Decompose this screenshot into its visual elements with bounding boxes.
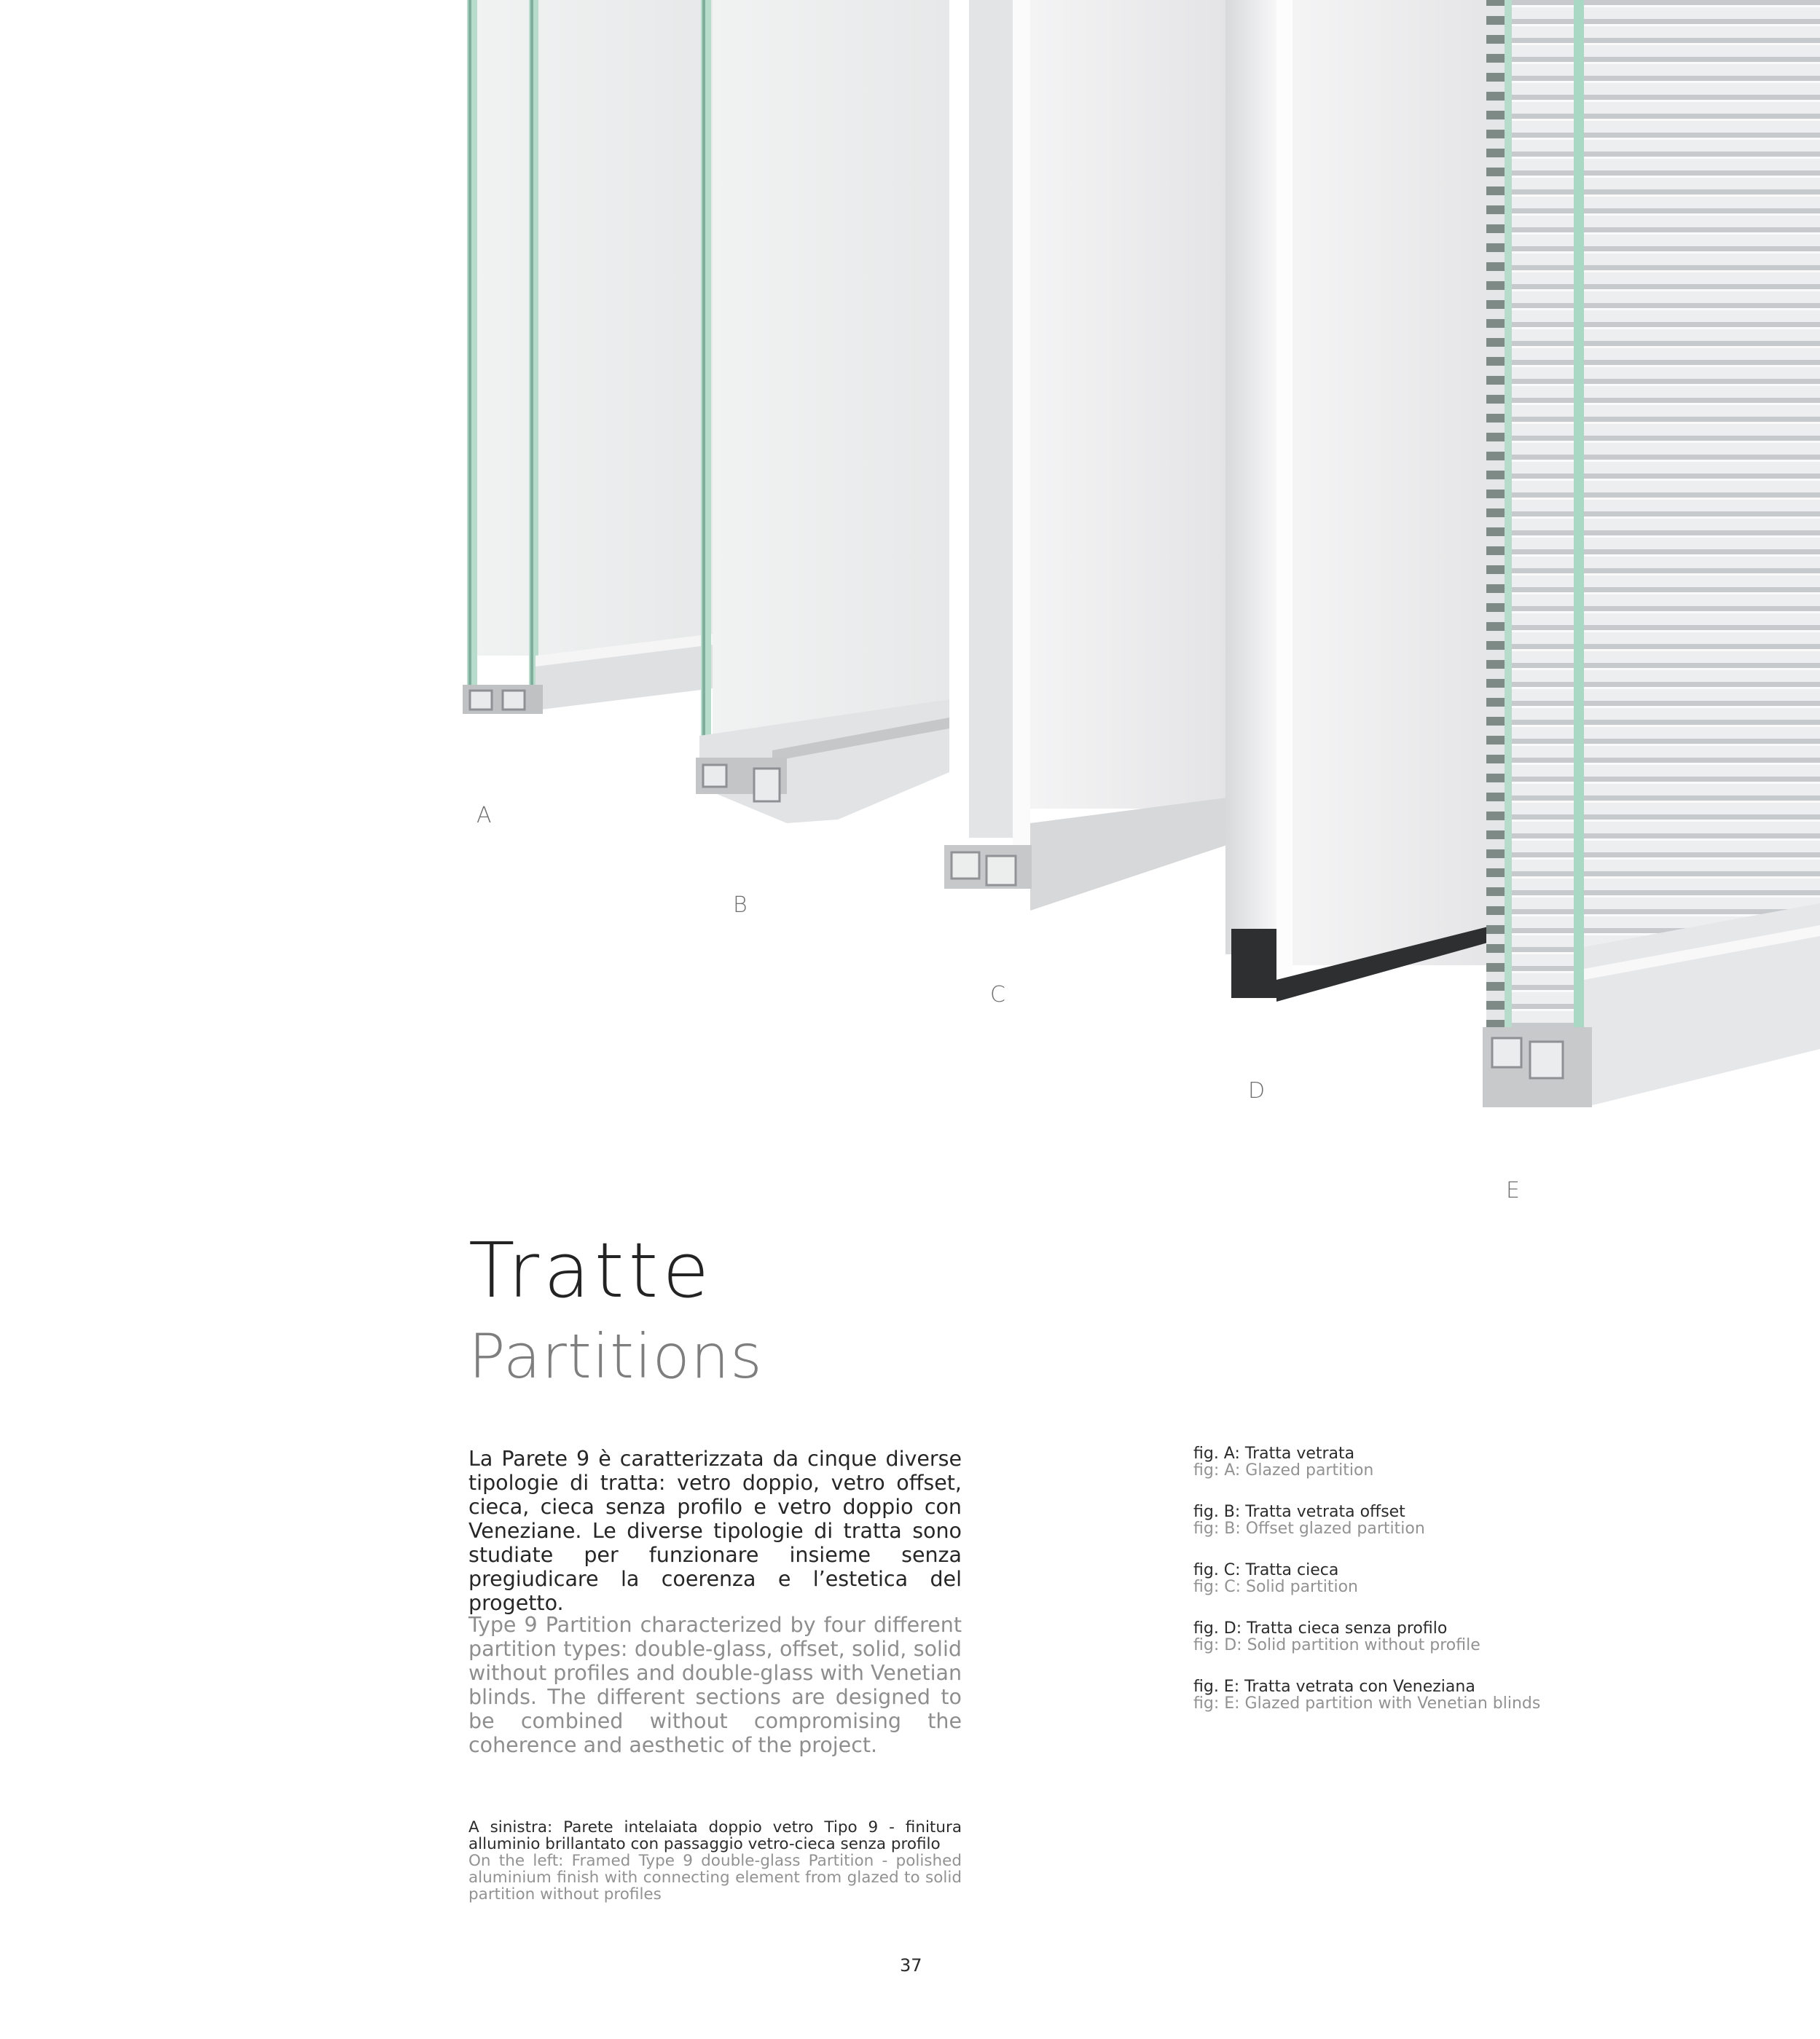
legend-item-d <box>1193 1620 1572 1654</box>
legend-label-italian: fig. A: Tratta vetrata <box>1193 1445 1355 1463</box>
body-text-english: Type 9 Partition characterized by four different partition types: double-glass, offset, solid, solid without profiles and double-glass with Venetian blinds. The different sections are designed to be combined without compromising the coherence and aesthetic of the project. <box>468 1613 962 1757</box>
caption-italian: A sinistra: Parete intelaiata doppio vetro Tipo 9 - finitura alluminio brillantato con passaggio vetro-cieca senza profilo <box>468 1818 962 1853</box>
legend-label-italian: fig. E: Tratta vetrata con Veneziana <box>1193 1678 1475 1696</box>
legend-label-english: fig: A: Glazed partition <box>1193 1461 1374 1480</box>
legend-label-english: fig: B: Offset glazed partition <box>1193 1520 1425 1538</box>
legend-item-b <box>1193 1504 1572 1537</box>
partition-a <box>463 0 713 714</box>
figure-label-d: D <box>1248 1078 1266 1104</box>
partition-c <box>944 0 1227 911</box>
legend-label-english: fig: E: Glazed partition with Venetian blinds <box>1193 1694 1541 1713</box>
caption-english: On the left: Framed Type 9 double-glass Partition - polished aluminium finish with connecting element from glazed to solid partition without profiles <box>468 1852 962 1904</box>
figure-label-b: B <box>733 892 748 918</box>
page-subtitle: Partitions <box>468 1321 763 1392</box>
figure-label-c: C <box>990 982 1005 1007</box>
legend-item-c <box>1193 1562 1572 1595</box>
body-text-italian: La Parete 9 è caratterizzata da cinque diverse tipologie di tratta: vetro doppio, vetro offset, cieca, cieca senza profilo e vetro doppio con Veneziane. Le diverse tipologie di tratta sono studiate per funzionare insieme senza pregiudicare la coerenza e l’estetica del progetto. <box>468 1447 962 1615</box>
page-number: 37 <box>900 1955 922 1976</box>
legend-label-italian: fig. B: Tratta vetrata offset <box>1193 1503 1405 1521</box>
legend-item-a <box>1193 1445 1572 1479</box>
figure-label-a: A <box>476 803 492 828</box>
partition-e <box>1483 0 1820 1107</box>
legend-label-english: fig: D: Solid partition without profile <box>1193 1636 1480 1654</box>
partition-b <box>696 0 949 823</box>
page-title: Tratte <box>468 1226 714 1315</box>
legend-label-english: fig: C: Solid partition <box>1193 1578 1358 1596</box>
figure-label-e: E <box>1506 1178 1520 1203</box>
image-caption <box>468 1819 962 1903</box>
legend-label-italian: fig. D: Tratta cieca senza profilo <box>1193 1619 1448 1638</box>
legend-label-italian: fig. C: Tratta cieca <box>1193 1561 1339 1579</box>
figure-legend <box>1193 1445 1572 1737</box>
legend-item-e <box>1193 1678 1572 1712</box>
